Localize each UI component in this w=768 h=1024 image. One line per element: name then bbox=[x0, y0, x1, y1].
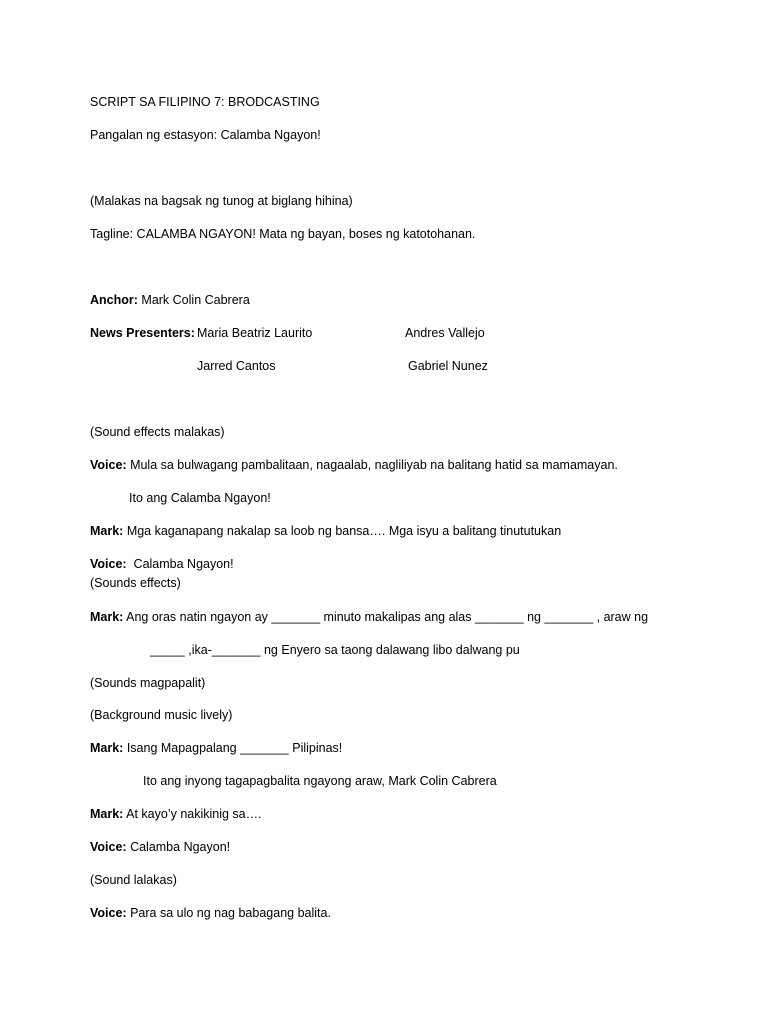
line-text: (Sounds effects) bbox=[90, 576, 181, 590]
script-line bbox=[90, 675, 205, 691]
script-line bbox=[90, 424, 225, 440]
line-text: (Background music lively) bbox=[90, 708, 233, 722]
script-line bbox=[90, 806, 262, 822]
line-text: Para sa ulo ng nag babagang balita. bbox=[126, 906, 331, 920]
line-text: (Sounds magpapalit) bbox=[90, 676, 206, 690]
presenter-name: Andres Vallejo bbox=[405, 326, 485, 340]
line-text: Ang oras natin ngayon ay _______ minuto makalipas ang alas _______ ng _______ , araw ng bbox=[123, 610, 649, 624]
presenter-name: Jarred Cantos bbox=[197, 359, 276, 373]
line-text: _____ ,ika-_______ ng Enyero sa taong dalawang libo dalwang pu bbox=[150, 643, 520, 657]
script-line bbox=[90, 905, 331, 921]
line-text: Mula sa bulwagang pambalitaan, nagaalab, nagliliyab na balitang hatid sa mamamayan. bbox=[126, 458, 618, 472]
line-text: At kayo’y nakikinig sa…. bbox=[123, 807, 262, 821]
speaker-label: Voice: bbox=[90, 906, 127, 920]
script-line bbox=[90, 839, 230, 855]
line-text: Isang Mapagpalang _______ Pilipinas! bbox=[123, 741, 343, 755]
line-text: (Sound lalakas) bbox=[90, 873, 177, 887]
script-line bbox=[90, 556, 234, 572]
presenters-label: News Presenters: bbox=[90, 326, 195, 340]
script-line bbox=[90, 740, 342, 756]
script-line bbox=[90, 872, 177, 888]
sound-cue: (Malakas na bagsak ng tunog at biglang hihina) bbox=[90, 194, 353, 208]
anchor-line bbox=[90, 292, 250, 308]
speaker-label: Mark: bbox=[90, 741, 124, 755]
script-line bbox=[90, 707, 232, 723]
script-line bbox=[143, 773, 497, 789]
line-text: Ito ang Calamba Ngayon! bbox=[129, 491, 271, 505]
anchor-name: Mark Colin Cabrera bbox=[141, 293, 250, 307]
document-heading: SCRIPT SA FILIPINO 7: BRODCASTING bbox=[90, 95, 320, 109]
anchor-label: Anchor: bbox=[90, 293, 138, 307]
script-line bbox=[90, 609, 648, 625]
script-line bbox=[90, 575, 181, 591]
presenter-name: Gabriel Nunez bbox=[408, 359, 488, 373]
line-text: Ito ang inyong tagapagbalita ngayong araw, Mark Colin Cabrera bbox=[143, 774, 497, 788]
script-line bbox=[90, 457, 618, 473]
line-text: Calamba Ngayon! bbox=[126, 840, 231, 854]
line-text: (Sound effects malakas) bbox=[90, 425, 225, 439]
speaker-label: Voice: bbox=[90, 557, 127, 571]
speaker-label: Voice: bbox=[90, 458, 127, 472]
line-text: Mga kaganapang nakalap sa loob ng bansa…. Mga isyu a balitang tinututukan bbox=[123, 524, 562, 538]
speaker-label: Voice: bbox=[90, 840, 127, 854]
line-text: Calamba Ngayon! bbox=[126, 557, 234, 571]
station-name-line: Pangalan ng estasyon: Calamba Ngayon! bbox=[90, 128, 321, 142]
tagline-line: Tagline: CALAMBA NGAYON! Mata ng bayan, boses ng katotohanan. bbox=[90, 227, 476, 241]
script-line bbox=[129, 490, 271, 506]
speaker-label: Mark: bbox=[90, 610, 124, 624]
speaker-label: Mark: bbox=[90, 807, 124, 821]
presenter-name: Maria Beatriz Laurito bbox=[197, 326, 313, 340]
script-line bbox=[150, 642, 520, 658]
script-line bbox=[90, 523, 561, 539]
speaker-label: Mark: bbox=[90, 524, 124, 538]
